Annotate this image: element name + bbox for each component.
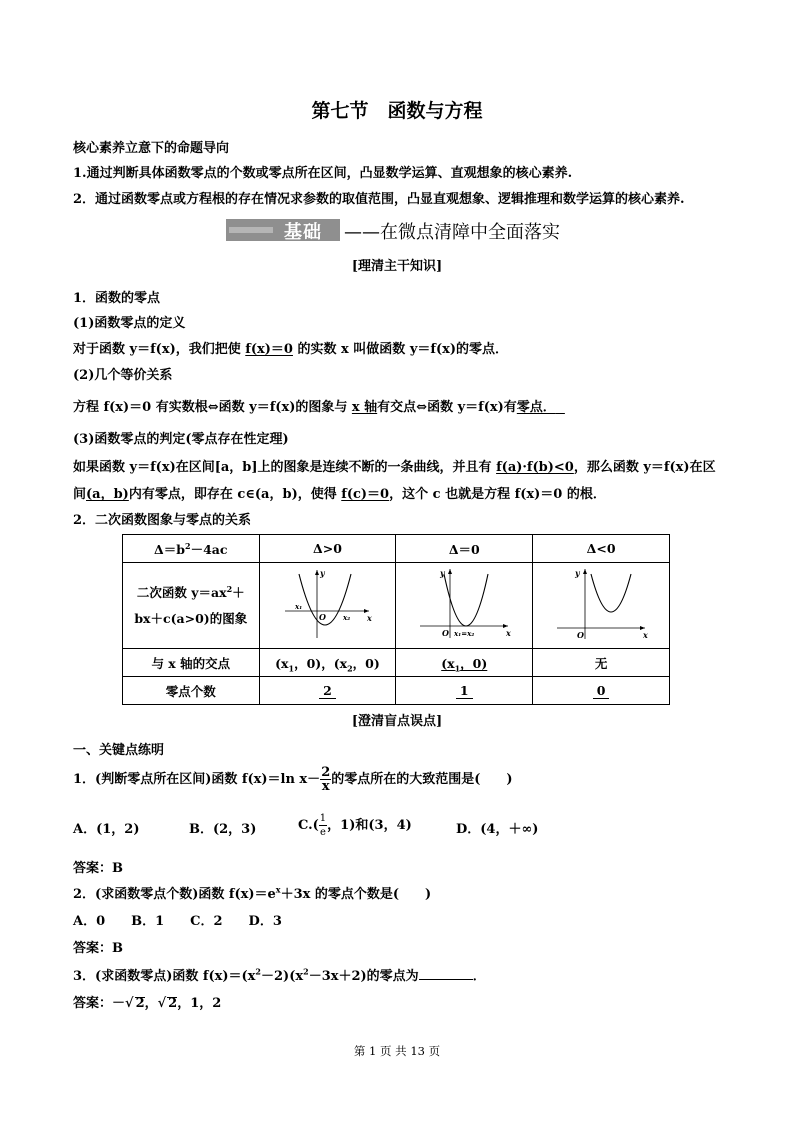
table-count-positive: 2 [259, 677, 396, 705]
equivalence-key-2: 零点． [516, 400, 556, 415]
banner-stripe [229, 227, 273, 233]
theorem-text-c: 间 [73, 487, 87, 502]
svg-text:O: O [319, 612, 327, 622]
page-title: 第七节 函数与方程 [311, 100, 483, 122]
equivalence-text [73, 396, 565, 415]
svg-text:x₂: x₂ [343, 613, 351, 622]
question-1-stem-b: 的零点所在的大致范围是( ) [331, 772, 513, 787]
table-count-label: 零点个数 [123, 677, 260, 705]
section-label-knowledge: [理清主干知识] [351, 259, 443, 274]
equivalence-key-1: x 轴 [351, 400, 378, 415]
section-label-pitfalls: [澄清盲点误点] [351, 714, 443, 729]
question-1-option-d: D．(4，＋∞) [456, 822, 539, 837]
table-count-zero: 1 [396, 677, 533, 705]
table-count-negative: 0 [533, 677, 670, 705]
question-1-option-b: B．(2，3) [189, 822, 257, 837]
table-graph-row [123, 563, 670, 649]
svg-text:y: y [575, 568, 580, 578]
table-intersection-label: 与 x 轴的交点 [123, 649, 260, 677]
table-intersection-zero: ($x_1$，0) [396, 649, 533, 677]
table-intersection-negative: 无 [533, 649, 670, 677]
parabola-one-root-graph [414, 566, 514, 642]
question-2: 2．(求函数零点个数)函数 $f(x)=e^x+3x$ 的零点个数是( ) [73, 884, 432, 902]
theorem-text-a: 如果函数 y＝f(x)在区间[a，b]上的图象是连续不断的一条曲线，并且有 [73, 460, 497, 475]
page-footer: 第 1 页 共 13 页 [353, 1044, 441, 1058]
graph-cell-negative [533, 563, 670, 649]
graph-cell-zero [396, 563, 533, 649]
question-1-stem-a: 1．(判断零点所在区间)函数 f(x)＝ln x－ [73, 772, 321, 787]
question-1-option-c: C.( $\frac{1}{e}$ ，1)和(3，4) [298, 813, 412, 838]
subheading-definition: (1)函数零点的定义 [73, 316, 186, 331]
svg-text:O: O [577, 630, 585, 640]
parabola-two-roots-graph [277, 566, 377, 642]
quadratic-zero-table [122, 534, 670, 705]
question-1 [73, 764, 513, 796]
heading-zero-point: 1．函数的零点 [73, 291, 161, 306]
question-3-answer: 答案：－√ 2，√ 2，1，2 [73, 996, 222, 1011]
table-header-positive: Δ>0 [259, 535, 396, 563]
theorem-text-d: 内有零点，即存在 c∈(a，b)，使得 [128, 487, 342, 502]
table-intersection-row [123, 649, 670, 677]
svg-text:y: y [440, 568, 445, 578]
svg-text:x₁=x₂: x₁=x₂ [454, 629, 475, 638]
table-intersection-positive: ($x_1$，0)，($x_2$，0) [259, 649, 396, 677]
svg-text:x: x [643, 630, 648, 640]
theorem-line-2 [73, 483, 606, 502]
definition-text [73, 338, 508, 357]
table-header-zero: Δ＝0 [396, 535, 533, 563]
svg-text:x₁: x₁ [295, 602, 303, 611]
definition-text-a: 对于函数 y＝f(x)，我们把使 [73, 342, 246, 357]
svg-text:y: y [320, 568, 326, 578]
intro-item-1: 1.通过判断具体函数零点的个数或零点所在区间，凸显数学运算、直观想象的核心素养. [73, 166, 573, 181]
definition-text-b: 的实数 x 叫做函数 y＝f(x)的零点． [292, 342, 509, 357]
equivalence-text-a: 方程 f(x)＝0 有实数根⇔函数 y＝f(x)的图象与 [73, 400, 352, 415]
parabola-no-root-graph [551, 566, 651, 642]
banner-subtitle: ——在微点清障中全面落实 [344, 222, 560, 243]
question-2-options: A．0 B．1 C．2 D．3 [73, 914, 282, 929]
table-header-negative: Δ<0 [533, 535, 670, 563]
graph-cell-positive [259, 563, 396, 649]
theorem-text-e: ，这个 c 也就是方程 f(x)＝0 的根． [389, 487, 606, 502]
equivalence-text-b: 有交点⇔函数 y＝f(x)有 [377, 400, 517, 415]
banner-title: 基础 [284, 222, 322, 243]
svg-text:x: x [367, 613, 373, 623]
question-1-answer: 答案：B [73, 861, 123, 876]
theorem-text-b: ，那么函数 y＝f(x)在区 [573, 460, 716, 475]
intro-item-2: 2．通过函数零点或方程根的存在情况求参数的取值范围，凸显直观想象、逻辑推理和数学运算的核心素养. [73, 192, 685, 207]
question-2-answer: 答案：B [73, 941, 123, 956]
heading-quadratic: 2．二次函数图象与零点的关系 [73, 513, 252, 528]
section-banner [226, 219, 586, 241]
question-1-option-a: A．(1，2) [73, 822, 140, 837]
svg-text:O: O [442, 628, 450, 638]
svg-text:x: x [506, 628, 512, 638]
table-header-row [123, 535, 670, 563]
table-header-delta: $\Delta=b^2-4ac$ [123, 535, 260, 563]
intro-heading: 核心素养立意下的命题导向 [73, 141, 230, 156]
subheading-equivalence: (2)几个等价关系 [73, 368, 173, 383]
theorem-line-1 [73, 456, 716, 475]
question-3-blank [419, 966, 473, 980]
table-graph-label: 二次函数 $y=ax^2+$ bx＋c(a>0)的图象 [123, 563, 260, 649]
definition-key: f(x)＝0 [245, 342, 293, 357]
table-count-row [123, 677, 670, 705]
practice-heading: 一、关键点练明 [73, 743, 165, 758]
subheading-theorem: (3)函数零点的判定(零点存在性定理) [73, 432, 289, 447]
question-3: 3．(求函数零点)函数 $f(x)=(x^2-2)(x^2-3x+2)$的零点为 ． [73, 966, 486, 984]
theorem-key-2: (a，b) [86, 487, 129, 502]
theorem-key-1: f(a)·f(b)<0 [496, 460, 574, 475]
question-1-fraction: $\frac{2}{x}$ [321, 765, 331, 794]
theorem-key-3: f(c)＝0 [341, 487, 390, 502]
